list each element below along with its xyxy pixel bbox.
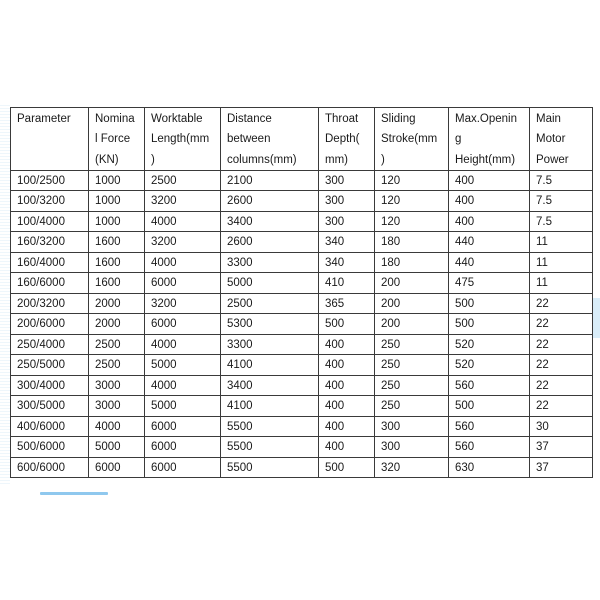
table-cell: 630 xyxy=(449,457,530,478)
table-cell: 3200 xyxy=(145,293,221,314)
table-cell: 200/6000 xyxy=(11,314,89,335)
table-cell: 22 xyxy=(530,396,593,417)
table-cell: 6000 xyxy=(145,437,221,458)
table-cell: 300 xyxy=(319,170,375,191)
header-line: Main xyxy=(536,113,561,125)
header-line: Parameter xyxy=(17,113,71,125)
header-line: Max.Openin xyxy=(455,113,518,125)
table-cell: 250 xyxy=(375,334,449,355)
table-cell: 250 xyxy=(375,396,449,417)
table-cell: 160/4000 xyxy=(11,252,89,273)
decorative-underline xyxy=(40,492,108,495)
header-sliding-stroke xyxy=(375,108,449,171)
table-cell: 500 xyxy=(449,314,530,335)
table-cell: 400 xyxy=(319,375,375,396)
header-line: Nomina xyxy=(95,113,135,125)
table-row xyxy=(11,232,593,253)
table-cell: 7.5 xyxy=(530,170,593,191)
header-line: Power xyxy=(536,153,569,166)
table-cell: 1000 xyxy=(89,211,145,232)
table-cell: 5500 xyxy=(221,437,319,458)
table-cell: 440 xyxy=(449,232,530,253)
table-cell: 11 xyxy=(530,252,593,273)
table-cell: 6000 xyxy=(145,273,221,294)
table-cell: 160/6000 xyxy=(11,273,89,294)
table-row xyxy=(11,314,593,335)
table-cell: 6000 xyxy=(145,416,221,437)
table-cell: 6000 xyxy=(145,457,221,478)
header-parameter xyxy=(11,108,89,171)
table-cell: 1600 xyxy=(89,252,145,273)
header-line: Length(mm xyxy=(151,133,210,146)
table-cell: 100/3200 xyxy=(11,191,89,212)
table-cell: 200/3200 xyxy=(11,293,89,314)
header-distance-between-columns xyxy=(221,108,319,171)
table-row xyxy=(11,375,593,396)
table-cell: 22 xyxy=(530,375,593,396)
header-max-opening-height xyxy=(449,108,530,171)
table-cell: 500 xyxy=(319,314,375,335)
table-cell: 250 xyxy=(375,355,449,376)
table-cell: 400 xyxy=(319,355,375,376)
table-cell: 5000 xyxy=(145,355,221,376)
table-cell: 4000 xyxy=(145,252,221,273)
table-cell: 3200 xyxy=(145,232,221,253)
table-cell: 340 xyxy=(319,252,375,273)
decorative-stripes xyxy=(0,105,10,485)
table-cell: 400 xyxy=(449,170,530,191)
header-main-motor-power xyxy=(530,108,593,171)
table-row xyxy=(11,355,593,376)
table-cell: 560 xyxy=(449,416,530,437)
table-cell: 4000 xyxy=(145,334,221,355)
header-line: Distance xyxy=(227,113,272,125)
table-cell: 520 xyxy=(449,355,530,376)
table-cell: 300 xyxy=(375,416,449,437)
table-cell: 2600 xyxy=(221,232,319,253)
table-cell: 400 xyxy=(319,396,375,417)
table-cell: 250 xyxy=(375,375,449,396)
table-cell: 520 xyxy=(449,334,530,355)
table-cell: 4000 xyxy=(89,416,145,437)
table-cell: 400 xyxy=(449,211,530,232)
table-cell: 100/2500 xyxy=(11,170,89,191)
table-row xyxy=(11,273,593,294)
table-cell: 400 xyxy=(319,334,375,355)
header-line: mm) xyxy=(325,153,348,166)
table-row xyxy=(11,396,593,417)
header-nominal-force xyxy=(89,108,145,171)
table-cell: 475 xyxy=(449,273,530,294)
table-cell: 180 xyxy=(375,232,449,253)
table-cell: 5300 xyxy=(221,314,319,335)
header-worktable-length xyxy=(145,108,221,171)
table-cell: 11 xyxy=(530,232,593,253)
table-cell: 3200 xyxy=(145,191,221,212)
table-cell: 3000 xyxy=(89,396,145,417)
table-cell: 5500 xyxy=(221,457,319,478)
table-cell: 37 xyxy=(530,457,593,478)
table-cell: 500/6000 xyxy=(11,437,89,458)
table-row xyxy=(11,437,593,458)
table-cell: 3400 xyxy=(221,375,319,396)
header-line: l Force xyxy=(95,133,131,146)
table-cell: 600/6000 xyxy=(11,457,89,478)
table-cell: 100/4000 xyxy=(11,211,89,232)
table-cell: 1600 xyxy=(89,273,145,294)
table-header-row xyxy=(11,108,593,171)
table-cell: 3300 xyxy=(221,252,319,273)
table-cell: 2600 xyxy=(221,191,319,212)
header-line: Stroke(mm xyxy=(381,133,438,146)
table-cell: 500 xyxy=(449,293,530,314)
table-cell: 200 xyxy=(375,314,449,335)
table-cell: 7.5 xyxy=(530,191,593,212)
header-line: Sliding xyxy=(381,113,416,125)
table-cell: 4000 xyxy=(145,375,221,396)
table-cell: 200 xyxy=(375,273,449,294)
table-row xyxy=(11,416,593,437)
table-cell: 5000 xyxy=(221,273,319,294)
table-cell: 300 xyxy=(319,191,375,212)
header-line: (KN) xyxy=(95,153,119,166)
table-cell: 6000 xyxy=(145,314,221,335)
table-cell: 6000 xyxy=(89,457,145,478)
decorative-accent-block xyxy=(593,298,600,338)
table-cell: 400/6000 xyxy=(11,416,89,437)
table-cell: 22 xyxy=(530,293,593,314)
table-cell: 400 xyxy=(319,416,375,437)
table-cell: 4000 xyxy=(145,211,221,232)
table-cell: 410 xyxy=(319,273,375,294)
table-cell: 2000 xyxy=(89,314,145,335)
table-cell: 500 xyxy=(449,396,530,417)
header-line: g xyxy=(455,133,462,146)
table-cell: 120 xyxy=(375,170,449,191)
header-line: between xyxy=(227,133,271,146)
table-cell: 300 xyxy=(375,437,449,458)
table-cell: 5000 xyxy=(145,396,221,417)
table-cell: 120 xyxy=(375,191,449,212)
header-line: Motor xyxy=(536,133,566,146)
table-cell: 1000 xyxy=(89,170,145,191)
table-cell: 30 xyxy=(530,416,593,437)
table-row xyxy=(11,170,593,191)
header-line: Depth( xyxy=(325,133,360,146)
header-line: columns(mm) xyxy=(227,153,297,166)
header-line: ) xyxy=(151,153,155,166)
table-row xyxy=(11,211,593,232)
table-cell: 22 xyxy=(530,355,593,376)
header-throat-depth xyxy=(319,108,375,171)
table-cell: 340 xyxy=(319,232,375,253)
table-cell: 300/5000 xyxy=(11,396,89,417)
table-cell: 7.5 xyxy=(530,211,593,232)
table-cell: 400 xyxy=(449,191,530,212)
table-row xyxy=(11,252,593,273)
table-cell: 440 xyxy=(449,252,530,273)
table-cell: 120 xyxy=(375,211,449,232)
table-cell: 2500 xyxy=(221,293,319,314)
table-cell: 400 xyxy=(319,437,375,458)
table-cell: 560 xyxy=(449,375,530,396)
table-cell: 500 xyxy=(319,457,375,478)
table-row xyxy=(11,293,593,314)
table-cell: 250/5000 xyxy=(11,355,89,376)
table-cell: 2500 xyxy=(89,355,145,376)
table-cell: 37 xyxy=(530,437,593,458)
table-cell: 2500 xyxy=(145,170,221,191)
table-cell: 560 xyxy=(449,437,530,458)
table-cell: 3400 xyxy=(221,211,319,232)
table-cell: 1600 xyxy=(89,232,145,253)
table-cell: 5500 xyxy=(221,416,319,437)
table-cell: 160/3200 xyxy=(11,232,89,253)
spec-table xyxy=(10,107,593,478)
table-cell: 2000 xyxy=(89,293,145,314)
table-cell: 180 xyxy=(375,252,449,273)
table-cell: 320 xyxy=(375,457,449,478)
table-cell: 11 xyxy=(530,273,593,294)
table-cell: 365 xyxy=(319,293,375,314)
header-line: ) xyxy=(381,153,385,166)
table-cell: 300 xyxy=(319,211,375,232)
table-cell: 1000 xyxy=(89,191,145,212)
table-cell: 3300 xyxy=(221,334,319,355)
table-cell: 2500 xyxy=(89,334,145,355)
table-cell: 250/4000 xyxy=(11,334,89,355)
table-cell: 300/4000 xyxy=(11,375,89,396)
table-row xyxy=(11,457,593,478)
header-line: Throat xyxy=(325,113,359,125)
table-cell: 22 xyxy=(530,314,593,335)
table-cell: 5000 xyxy=(89,437,145,458)
table-cell: 4100 xyxy=(221,355,319,376)
table-cell: 4100 xyxy=(221,396,319,417)
table-cell: 22 xyxy=(530,334,593,355)
header-line: Worktable xyxy=(151,113,203,125)
table-cell: 3000 xyxy=(89,375,145,396)
table-row xyxy=(11,334,593,355)
table-cell: 2100 xyxy=(221,170,319,191)
table-cell: 200 xyxy=(375,293,449,314)
table-body xyxy=(11,170,593,478)
table-row xyxy=(11,191,593,212)
header-line: Height(mm) xyxy=(455,153,516,166)
